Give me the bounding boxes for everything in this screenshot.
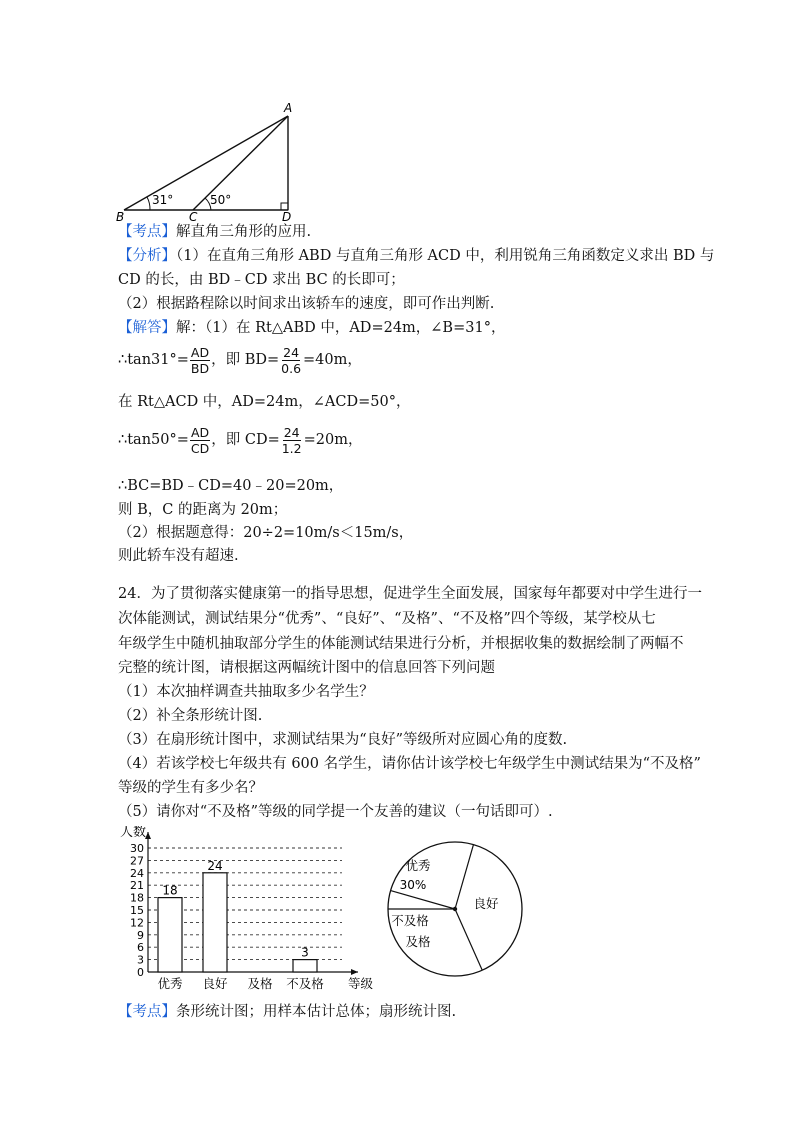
y-tick-label: 6 (137, 941, 144, 955)
y-tick-label: 24 (130, 866, 144, 880)
q24-p3: 年级学生中随机抽取部分学生的体能测试结果进行分析，并根据收集的数据绘制了两幅不 (118, 636, 684, 652)
fenxi-1b: CD 的长，由 BD﹣CD 求出 BC 的长即可； (118, 272, 405, 288)
x-tick-label: 不及格 (286, 976, 324, 991)
fraction-ad-cd: $\frac{AD}{CD}$ (190, 424, 210, 456)
triangle-figure (112, 100, 302, 222)
y-tick-label: 9 (137, 928, 144, 942)
fenxi-line (118, 246, 714, 266)
fraction-24-1.2: $\frac{24}{1.2}$ (281, 424, 302, 456)
angle-b-label: 31° (152, 193, 174, 207)
kaodian-text: 解直角三角形的应用. (176, 224, 312, 240)
angle-c-label: 50° (210, 193, 232, 207)
x-tick-label: 及格 (247, 976, 273, 991)
pie-center (453, 907, 457, 911)
y-tick-label: 12 (130, 916, 144, 930)
bar-value-label: 18 (162, 883, 178, 898)
y-tick-label: 15 (130, 904, 144, 917)
y-tick-label: 27 (130, 854, 144, 868)
pie-label-3: 及格 (405, 934, 431, 949)
fraction-24-0.6: $\frac{24}{0.6}$ (281, 344, 302, 376)
q24-p1: 24．为了贯彻落实健康第一的指导思想，促进学生全面发展，国家每年都要对中学生进行一 (118, 586, 702, 602)
q24-p2: 次体能测试，测试结果分“优秀”、“良好”、“及格”、“不及格”四个等级，某学校从七 (118, 611, 656, 627)
y-axis-label: 人数 (120, 826, 147, 840)
fraction-ad-bd: $\frac{AD}{BD}$ (190, 344, 210, 376)
y-tick-label: 18 (130, 891, 144, 905)
fenxi-tag: 【分析】 (118, 248, 176, 264)
y-tick-label: 3 (137, 953, 144, 967)
line-conclusion: 则此轿车没有超速. (118, 548, 239, 564)
bar-1 (203, 873, 227, 972)
bar-value-label: 3 (301, 945, 309, 960)
x-axis-arrow (351, 969, 358, 975)
q24-s1: （1）本次抽样调查共抽取多少名学生？ (118, 684, 374, 700)
x-tick-label: 良好 (202, 976, 228, 991)
kaodian-tag: 【考点】 (118, 224, 176, 240)
fenxi-2: （2）根据路程除以时间求出该轿车的速度，即可作出判断. (118, 296, 495, 312)
pie-percent-label: 30% (399, 878, 427, 892)
line-2: （2）根据题意得：20÷2=10m/s＜15m/s， (118, 525, 414, 541)
equation-2: ∴tan50°= $\frac{AD}{CD}$ ，即 CD= $\frac{24}{1.2}$ =20m， (118, 424, 363, 456)
y-tick-label: 30 (130, 842, 144, 855)
footer-text: 条形统计图；用样本估计总体；扇形统计图. (176, 1004, 457, 1020)
q24-s2: （2）补全条形统计图. (118, 708, 263, 724)
footer-line (118, 1002, 456, 1022)
line-acd: 在 Rt△ACD 中，AD=24m，∠ACD=50°， (118, 394, 411, 410)
label-a: A (284, 101, 293, 115)
pie-label-2: 不及格 (391, 913, 429, 928)
fenxi-1: （1）在直角三角形 ABD 与直角三角形 ACD 中，利用锐角三角函数定义求出 BD 与 (176, 248, 715, 264)
footer-tag: 【考点】 (118, 1004, 176, 1020)
bar-chart (112, 826, 382, 996)
q24-s5: （5）请你对“不及格”等级的同学提一个友善的建议（一句话即可）. (118, 804, 553, 820)
x-axis-label: 等级 (348, 976, 374, 991)
bar-3 (293, 960, 317, 972)
bar-value-label: 24 (207, 858, 223, 873)
label-b: B (116, 210, 125, 222)
jieda-line (118, 318, 505, 338)
pie-label-1: 良好 (473, 896, 499, 911)
line-dist: 则 B，C 的距离为 20m； (118, 502, 288, 518)
line-bc: ∴BC=BD﹣CD=40﹣20=20m， (118, 478, 344, 494)
label-d: D (282, 210, 292, 222)
y-tick-label: 21 (130, 879, 144, 893)
q24-s4b: 等级的学生有多少名？ (118, 780, 263, 796)
q24-p4: 完整的统计图，请根据这两幅统计图中的信息回答下列问题 (118, 660, 495, 676)
bar-0 (158, 898, 182, 972)
q24-s4a: （4）若该学校七年级共有 600 名学生，请你估计该学校七年级学生中测试结果为“不及格” (118, 756, 701, 772)
x-tick-label: 优秀 (157, 976, 183, 991)
q24-s3: （3）在扇形统计图中，求测试结果为“良好”等级所对应圆心角的度数. (118, 732, 568, 748)
jieda-1: 解：（1）在 Rt△ABD 中，AD=24m，∠B=31°， (176, 320, 506, 336)
pie-label-0: 优秀 (405, 858, 431, 873)
pie-chart (380, 834, 530, 984)
jieda-tag: 【解答】 (118, 320, 176, 336)
kaodian-line (118, 222, 311, 242)
label-c: C (189, 210, 198, 222)
equation-1: ∴tan31°= $\frac{AD}{BD}$ ，即 BD= $\frac{24}{0.6}$ =40m， (118, 344, 362, 376)
y-tick-label: 0 (137, 966, 144, 979)
